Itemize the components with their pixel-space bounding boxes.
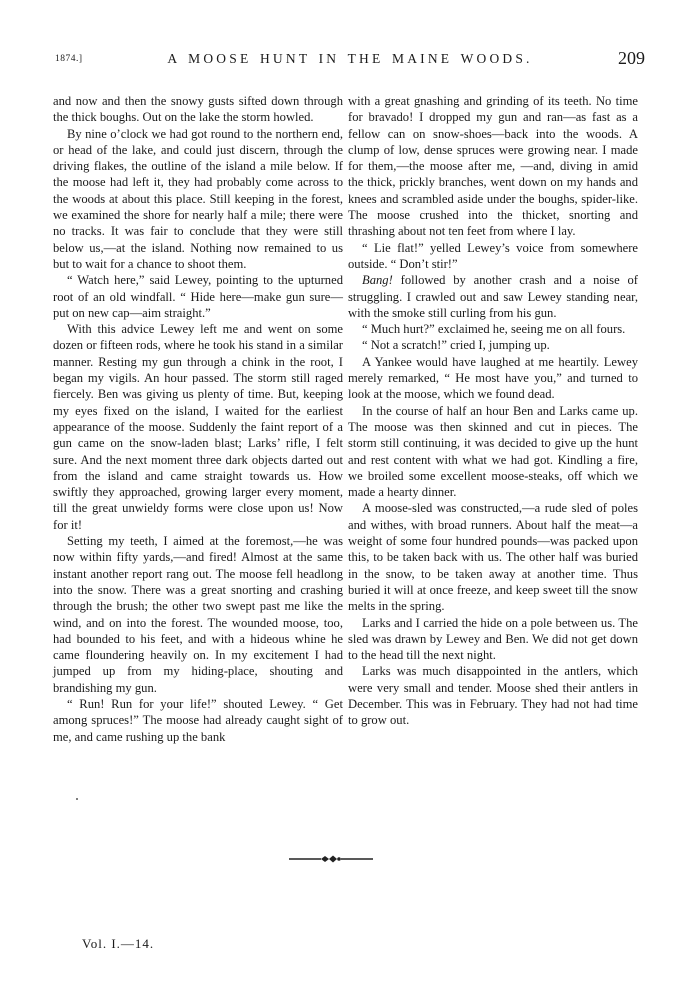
emphasis-bang: Bang! <box>362 273 393 288</box>
right-column <box>348 93 638 729</box>
paragraph: “ Run! Run for your life!” shouted Lewey. “ Get among spruces!” The moose had already caught sight of me, and came rushing up the bank <box>53 696 343 744</box>
paragraph: By nine o’clock we had got round to the northern end, or head of the lake, and could just discern, through the driving flakes, the outline of the island a mile below. If the moose had left it, they had probably come across to the woods at about this place. Still keeping in the forest, we examined the shore for nearly half a mile; there were no tracks. It was fair to conclude that they were still below us,—at the island. Nothing now remained to us but to wait for a chance to shoot them. <box>53 126 343 271</box>
paragraph: Setting my teeth, I aimed at the foremost,—he was now within fifty yards,—and fired! Almost at the same instant another report rang out. The moose fell headlong into the snow. There was a great snorting and crashing through the brush; the other two swept past me like the wind, and on into the forest. The wounded moose, too, had bounded to his feet, and with a hideous whine he came floundering heavily on. In my excitement I had jumped up from my hiding-place, shouting and brandishing my gun. <box>53 534 343 695</box>
paragraph: and now and then the snowy gusts sifted down through the thick boughs. Out on the lake the storm howled. <box>53 94 343 125</box>
paragraph: Larks was much disappointed in the antlers, which were very small and tender. Moose shed their antlers in December. This was in February. They had not had time to grow out. <box>348 664 638 728</box>
paragraph: With this advice Lewey left me and went on some dozen or fifteen rods, where he took his stand in a similar manner. Resting my gun through a chink in the root, I began my vigils. An hour passed. The storm still raged fiercely. Ben was giving us plenty of time. But, keeping my eyes fixed on the island, I waited for the earliest appearance of the moose. Suddenly the faint report of a gun came on the snow-laden blast; Larks’ rifle, I felt sure. And the next moment three dark objects darted out from the island and came straight towards us. How swiftly they approached, growing larger every moment, till the great unwieldy forms were close upon us! Now for it! <box>53 322 343 532</box>
page-number: 209 <box>618 48 645 68</box>
paragraph: “ Not a scratch!” cried I, jumping up. <box>362 338 550 353</box>
signature-mark: Vol. I.—14. <box>82 936 155 951</box>
print-speck <box>76 798 78 800</box>
paragraph: In the course of half an hour Ben and Larks came up. The moose was then skinned and cut in pieces. The storm still continuing, it was decided to give up the hunt and rest content with what we had got. Kindling a fire, we broiled some excellent moose-steaks, off which we made a hearty dinner. <box>348 403 638 500</box>
paragraph: with a great gnashing and grinding of its teeth. No time for bravado! I dropped my gun and ran—as fast as a fellow can on snow-shoes—back into the woods. A clump of low, dense spruces were growing near. I made for them,—the moose after me, —and, diving in amid the thick, prickly branches, went down on my hands and knees and scrambled aside under the boughs, spider-like. The moose crushed into the thicket, snorting and thrashing about not ten feet from where I lay. <box>348 94 638 239</box>
paragraph: Larks and I carried the hide on a pole between us. The sled was drawn by Lewey and Ben. We did not get down to the head till the next night. <box>348 615 638 663</box>
paragraph: A moose-sled was constructed,—a rude sled of poles and withes, with broad runners. About half the meat—a weight of some four hundred pounds—was packed upon this, to be taken back with us. The other half was buried in the snow, to be taken away at another time. Thus buried it will at once freeze, and keep sweet till the snow melts in the spring. <box>348 501 638 614</box>
end-ornament-icon <box>287 853 375 865</box>
header-title: A MOOSE HUNT IN THE MAINE WOODS. <box>167 51 533 66</box>
paragraph: “ Much hurt?” exclaimed he, seeing me on all fours. <box>362 322 626 337</box>
left-column <box>53 93 343 745</box>
paragraph: “ Lie flat!” yelled Lewey’s voice from somewhere outside. “ Don’t stir!” <box>348 240 638 271</box>
running-header <box>55 48 645 72</box>
paragraph-text: followed by another crash and a noise of struggling. I crawled out and saw Lewey standing near, with the smoke still curling from his gun. <box>348 273 638 320</box>
paragraph: “ Watch here,” said Lewey, pointing to the upturned root of an old windfall. “ Hide here—make gun sure—put on new cap—aim straight.” <box>53 273 343 320</box>
paragraph <box>348 272 638 321</box>
header-year: 1874.] <box>55 54 83 64</box>
paragraph: A Yankee would have laughed at me heartily. Lewey merely remarked, “ He most have you,” and turned to look at the moose, which we found dead. <box>348 354 638 402</box>
